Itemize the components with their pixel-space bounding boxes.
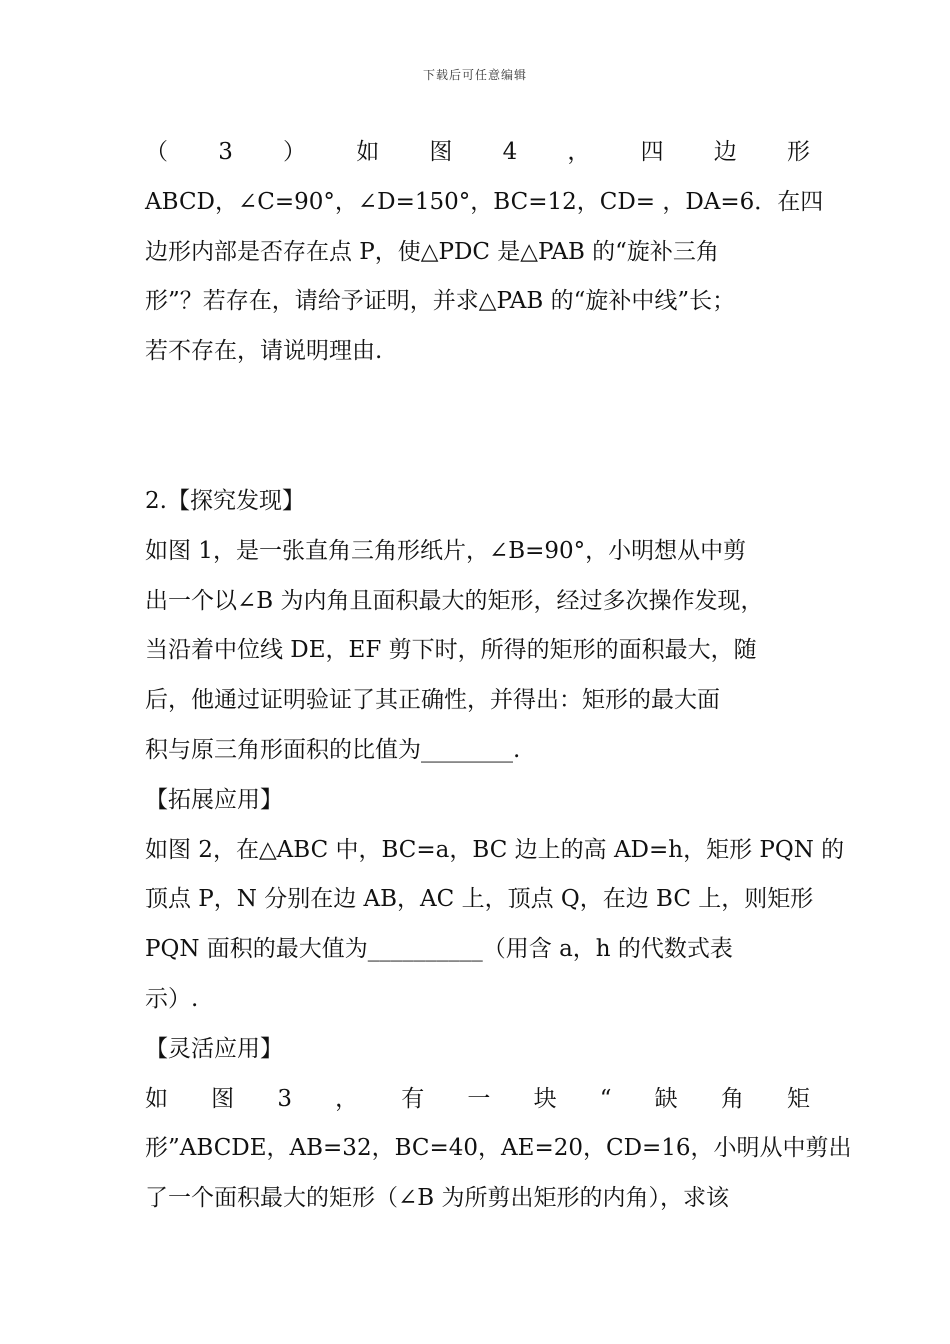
flexible-line-2: 形”ABCDE，AB=32，BC=40，AE=20，CD=16，小明从中剪出 bbox=[145, 1135, 852, 1162]
token: “ bbox=[599, 1085, 612, 1112]
token: 图 bbox=[429, 139, 453, 165]
part3-line-1 bbox=[145, 128, 810, 178]
extension-line-3: PQN 面积的最大值为__________（用含 a，h 的代数式表 bbox=[145, 936, 733, 963]
token: 角 bbox=[720, 1085, 744, 1112]
page-header: 下载后可任意编辑 bbox=[422, 68, 527, 82]
token: 如 bbox=[145, 1085, 168, 1112]
token: 四 bbox=[640, 139, 664, 165]
token: 3 bbox=[277, 1085, 292, 1112]
token: 一 bbox=[467, 1085, 491, 1112]
token: 4 bbox=[502, 139, 518, 165]
token: ， bbox=[335, 1085, 359, 1112]
token: 边 bbox=[713, 139, 737, 165]
discovery-line-3: 当沿着中位线 DE，EF 剪下时，所得的矩形的面积最大，随 bbox=[145, 637, 757, 664]
question-2-title: 2.【探究发现】 bbox=[145, 487, 305, 514]
token: 如 bbox=[356, 139, 380, 165]
token: 缺 bbox=[654, 1085, 678, 1112]
token: 矩 bbox=[786, 1085, 810, 1112]
discovery-line-2: 出一个以∠B 为内角且面积最大的矩形，经过多次操作发现， bbox=[145, 587, 764, 614]
discovery-line-1: 如图 1，是一张直角三角形纸片，∠B=90°，小明想从中剪 bbox=[145, 537, 747, 564]
token: 3 bbox=[218, 139, 233, 165]
extension-line-2: 顶点 P，N 分别在边 AB，AC 上，顶点 Q，在边 BC 上，则矩形 bbox=[145, 886, 814, 913]
token: ， bbox=[567, 139, 591, 165]
flexible-line-1 bbox=[145, 1075, 810, 1125]
token: 有 bbox=[401, 1085, 425, 1112]
discovery-line-4: 后，他通过证明验证了其正确性，并得出：矩形的最大面 bbox=[145, 687, 720, 714]
part3-line-4: 形”？若存在，请给予证明，并求△PAB 的“旋补中线”长； bbox=[145, 288, 736, 315]
section-heading-extension: 【拓展应用】 bbox=[145, 786, 283, 813]
token: 形 bbox=[786, 139, 810, 165]
extension-line-1: 如图 2，在△ABC 中，BC=a，BC 边上的高 AD=h，矩形 PQN 的 bbox=[145, 836, 845, 863]
token: 图 bbox=[211, 1085, 235, 1112]
section-heading-flexible: 【灵活应用】 bbox=[145, 1035, 283, 1062]
part3-line-2: ABCD，∠C=90°，∠D=150°，BC=12，CD= ，DA=6．在四 bbox=[145, 188, 824, 215]
token: ） bbox=[283, 139, 307, 165]
discovery-line-5: 积与原三角形面积的比值为________. bbox=[145, 736, 521, 763]
part3-line-5: 若不存在，请说明理由. bbox=[145, 338, 383, 365]
flexible-line-3: 了一个面积最大的矩形（∠B 为所剪出矩形的内角），求该 bbox=[145, 1185, 729, 1212]
extension-line-4: 示）. bbox=[145, 985, 199, 1012]
token: （ bbox=[145, 139, 168, 165]
document-body bbox=[145, 128, 852, 1224]
spacer bbox=[145, 377, 810, 477]
token: 块 bbox=[533, 1085, 557, 1112]
part3-line-3: 边形内部是否存在点 P，使△PDC 是△PAB 的“旋补三角 bbox=[145, 238, 719, 265]
